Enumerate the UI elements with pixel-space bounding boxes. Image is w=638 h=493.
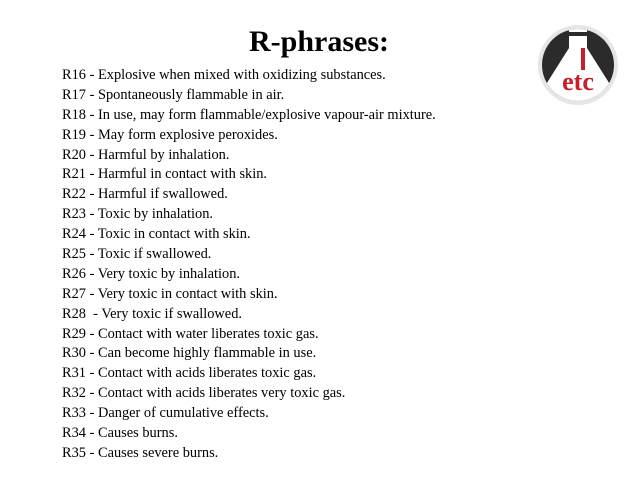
list-item: R18 - In use, may form flammable/explosive vapour-air mixture.	[62, 106, 436, 123]
list-item: R30 - Can become highly flammable in use.	[62, 345, 317, 362]
list-item: R27 - Very toxic in contact with skin.	[62, 285, 278, 302]
logo-wordmark: etc	[562, 67, 594, 96]
list-item: R25 - Toxic if swallowed.	[62, 246, 212, 263]
list-item: R29 - Contact with water liberates toxic gas.	[62, 325, 319, 342]
list-item: R24 - Toxic in contact with skin.	[62, 226, 251, 243]
list-item: R16 - Explosive when mixed with oxidizing substances.	[62, 67, 386, 83]
flask-neck-icon	[567, 32, 589, 36]
list-item: R34 - Causes burns.	[62, 425, 178, 442]
list-item: R26 - Very toxic by inhalation.	[62, 265, 240, 282]
list-item: R35 - Causes severe burns.	[62, 444, 219, 461]
list-item: R19 - May form explosive peroxides.	[62, 126, 278, 143]
list-item: R22 - Harmful if swallowed.	[62, 186, 228, 203]
page-title: R-phrases:	[249, 25, 389, 58]
list-item: R32 - Contact with acids liberates very toxic gas.	[62, 385, 346, 402]
r-phrase-list	[62, 66, 436, 464]
list-item: R20 - Harmful by inhalation.	[62, 146, 230, 163]
list-item: R31 - Contact with acids liberates toxic gas.	[62, 365, 317, 382]
list-item: R28 - Very toxic if swallowed.	[62, 305, 242, 322]
list-item: R21 - Harmful in contact with skin.	[62, 166, 268, 183]
list-item: R17 - Spontaneously flammable in air.	[62, 86, 285, 103]
etc-logo	[537, 24, 619, 106]
list-item: R23 - Toxic by inhalation.	[62, 206, 214, 223]
list-item: R33 - Danger of cumulative effects.	[62, 405, 269, 422]
